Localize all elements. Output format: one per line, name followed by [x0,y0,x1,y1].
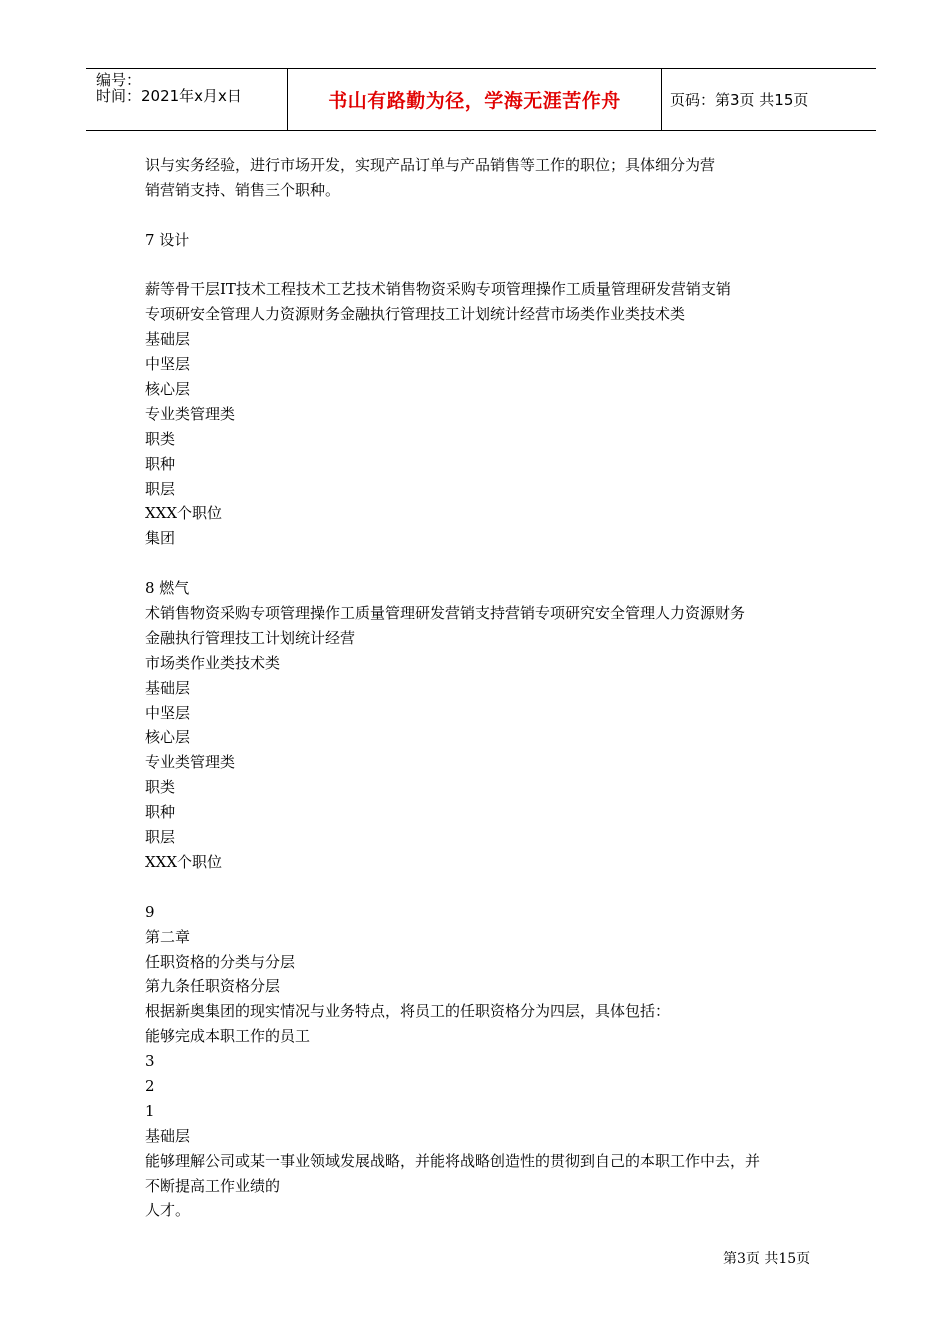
body-line: 市场类作业类技术类 [145,653,281,672]
body-line: 基础层 [145,330,191,349]
body-line: 金融执行管理技工计划统计经营 [145,628,356,647]
page-header [86,68,876,131]
blank-line [145,203,835,228]
header-page-info: 页码：第3页 共15页 [670,91,809,109]
body-line: 专业类管理类 [145,753,236,772]
body-line: 2 [145,1076,155,1095]
document-body [145,153,835,1223]
body-line: 3 [145,1052,155,1071]
body-line: 专项研安全管理人力资源财务金融执行管理技工计划统计经营市场类作业类技术类 [145,305,686,324]
body-line: 职类 [145,429,176,448]
document-time-label: 时间：2021年x月x日 [96,87,242,105]
body-line: 8 燃气 [145,579,190,598]
footer-page-number: 第3页 共15页 [723,1251,811,1267]
body-line: 术销售物资采购专项管理操作工质量管理研发营销支持营销专项研究安全管理人力资源财务 [145,604,746,623]
body-line: XXX个职位 [145,504,223,523]
body-line: 销营销支持、销售三个职种。 [145,180,341,199]
body-line: 中坚层 [145,703,191,722]
header-motto: 书山有路勤为径，学海无涯苦作舟 [328,90,621,112]
body-line: 1 [145,1101,155,1120]
body-line: 薪等骨干层IT技术工程技术工艺技术销售物资采购专项管理操作工质量管理研发营销支销 [145,280,731,299]
body-line: 第二章 [145,927,191,946]
body-line: 集团 [145,529,176,548]
body-line: 核心层 [145,380,191,399]
blank-line [145,875,835,900]
body-line: 专业类管理类 [145,404,236,423]
header-motto-cell [287,69,662,130]
body-line: 核心层 [145,728,191,747]
body-line: 职层 [145,479,176,498]
body-line: XXX个职位 [145,852,223,871]
body-line: 职类 [145,778,176,797]
body-line: 识与实务经验，进行市场开发，实现产品订单与产品销售等工作的职位；具体细分为营 [145,156,716,174]
document-number-label: 编号： [96,71,142,89]
body-line: 第九条任职资格分层 [145,977,281,996]
body-line: 基础层 [145,1126,191,1145]
body-line: 7 设计 [145,230,190,249]
header-page-cell [661,69,876,130]
body-line: 能够理解公司或某一事业领域发展战略，并能将战略创造性的贯彻到自己的本职工作中去，并 [145,1151,761,1170]
blank-line [145,551,835,576]
body-line: 职种 [145,454,176,473]
header-meta [86,69,286,130]
body-line: 中坚层 [145,355,191,374]
body-line: 职层 [145,828,176,847]
blank-line [145,253,835,278]
body-line: 能够完成本职工作的员工 [145,1027,311,1046]
body-line: 任职资格的分类与分层 [145,952,296,971]
body-line: 根据新奥集团的现实情况与业务特点，将员工的任职资格分为四层，具体包括： [145,1002,671,1021]
body-line: 9 [145,902,155,921]
body-line: 职种 [145,803,176,822]
body-line: 基础层 [145,678,191,697]
body-line: 人才。 [145,1201,191,1220]
body-line: 不断提高工作业绩的 [145,1176,281,1195]
